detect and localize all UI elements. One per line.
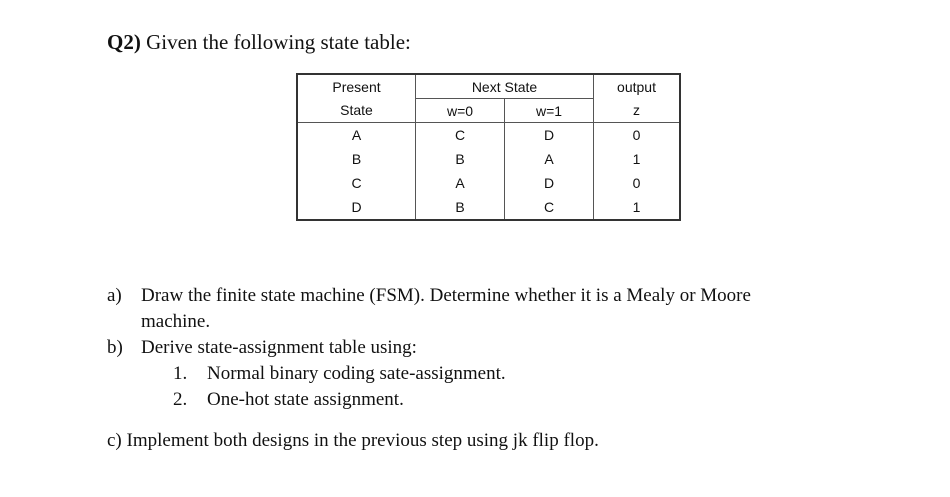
cell-w0: C [416, 123, 505, 148]
header-w1: w=1 [505, 99, 594, 123]
cell-present: B [297, 147, 416, 171]
part-b-text: Derive state-assignment table using: [141, 337, 417, 358]
list-item [173, 361, 506, 387]
cell-present: A [297, 123, 416, 148]
header-w0: w=0 [416, 99, 505, 123]
question-prompt: Given the following state table: [146, 30, 411, 54]
header-next-state: Next State [416, 74, 594, 99]
table-header-row-top [297, 74, 680, 99]
part-c [107, 428, 599, 454]
part-c-text: c) Implement both designs in the previous step using jk flip flop. [107, 430, 599, 451]
part-a-text-line2: machine. [141, 311, 211, 332]
cell-z: 0 [594, 171, 681, 195]
cell-w1: A [505, 147, 594, 171]
table-row [297, 171, 680, 195]
table-row [297, 147, 680, 171]
header-state: State [297, 99, 416, 123]
header-present: Present [297, 74, 416, 99]
cell-z: 0 [594, 123, 681, 148]
list-item-text: One-hot state assignment. [207, 389, 404, 410]
cell-z: 1 [594, 195, 681, 220]
state-table [296, 73, 681, 221]
cell-z: 1 [594, 147, 681, 171]
cell-w0: A [416, 171, 505, 195]
header-output: output [594, 74, 681, 99]
part-b [107, 335, 417, 361]
part-b-label: b) [107, 337, 123, 358]
cell-present: C [297, 171, 416, 195]
part-a [107, 283, 751, 309]
cell-present: D [297, 195, 416, 220]
part-a-text-line1: Draw the finite state machine (FSM). Determine whether it is a Mealy or Moore [141, 285, 751, 306]
part-a-label: a) [107, 285, 122, 306]
question-title [107, 30, 411, 55]
table-header-row-sub [297, 99, 680, 123]
part-a-continuation [141, 309, 210, 335]
list-item-number: 2. [173, 389, 188, 410]
question-number: Q2) [107, 30, 141, 54]
cell-w1: D [505, 123, 594, 148]
cell-w1: C [505, 195, 594, 220]
header-z: z [594, 99, 681, 123]
cell-w0: B [416, 147, 505, 171]
list-item-number: 1. [173, 363, 188, 384]
list-item-text: Normal binary coding sate-assignment. [207, 363, 506, 384]
cell-w1: D [505, 171, 594, 195]
table-row [297, 123, 680, 148]
cell-w0: B [416, 195, 505, 220]
table-row [297, 195, 680, 220]
list-item [173, 387, 404, 413]
